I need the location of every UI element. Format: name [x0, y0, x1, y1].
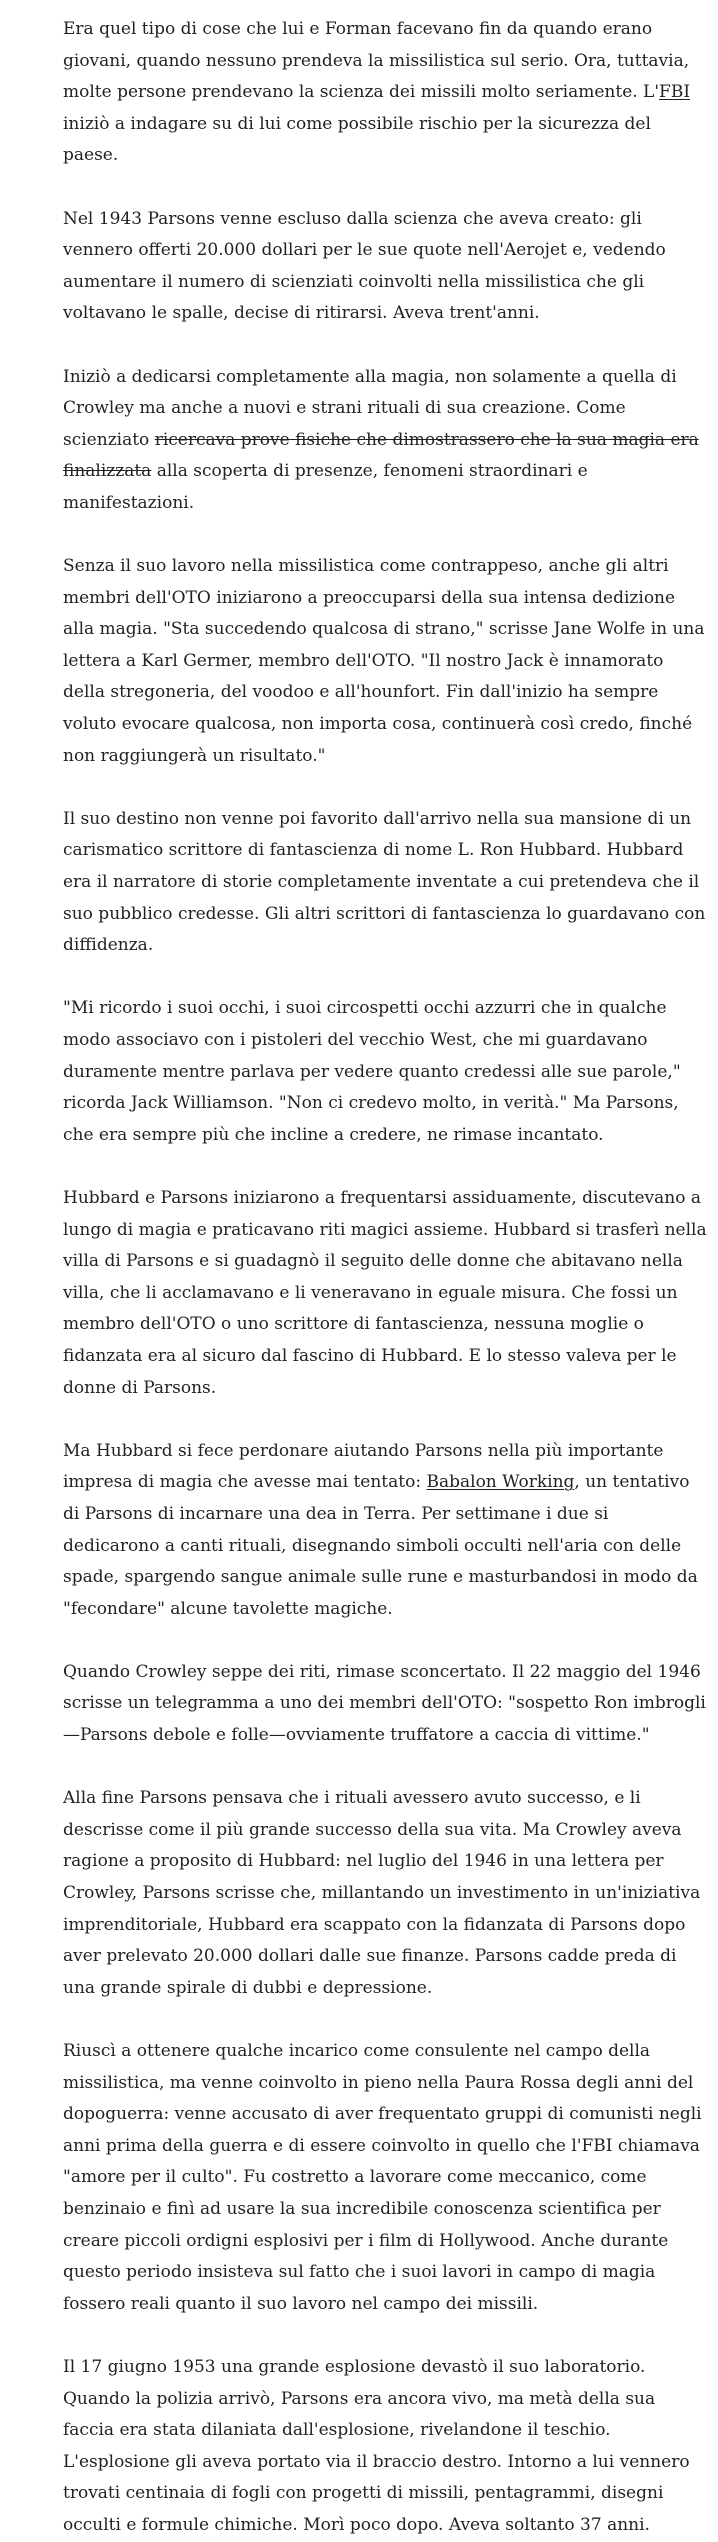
- paragraph-text: alla scoperta di presenze, fenomeni straordinari e manifestazioni.: [63, 461, 588, 513]
- paragraph-text: Ma Hubbard si fece perdonare aiutando Parsons nella più importante impresa di magia che avesse mai tentato:: [63, 1440, 664, 1493]
- paragraph-text: , un tentativo di Parsons di incarnare una dea in Terra. Per settimane i due si dedicarono a canti rituali, disegnando simboli occulti nell'aria con delle spade, spargendo sangue animale sulle rune e masturbandosi in modo da "fecondare" alcune tavolette magiche.: [63, 1472, 698, 1619]
- paragraph-magic-devotion: [63, 362, 708, 520]
- paragraph-text: iniziò a indagare su di lui come possibile rischio per la sicurezza del paese.: [63, 113, 651, 166]
- struck-text: ricercava prove fisiche che dimostrassero che la sua magia era finalizzata: [63, 429, 699, 482]
- paragraph-hubbard-betrayal: Alla fine Parsons pensava che i rituali avessero avuto successo, e li descrisse come il più grande successo della sua vita. Ma Crowley aveva ragione a proposito di Hubbard: nel luglio del 1946 in una lettera per Crowley, Parsons scrisse che, millantando un investimento in un'iniziativa imprenditoriale, Hubbard era scappato con la fidanzata di Parsons dopo aver prelevato 20.000 dollari dalle sue finanze. Parsons cadde preda di una grande spirale di dubbi e depressione.: [63, 1788, 701, 1998]
- paragraph-excluded-1943: Nel 1943 Parsons venne escluso dalla scienza che aveva creato: gli vennero offerti 20.000 dollari per le sue quote nell'Aerojet e, vedendo aumentare il numero di scienziati coinvolti nella missilistica che gli voltavano le spalle, decise di ritirarsi. Aveva trent'anni.: [63, 208, 666, 324]
- paragraph-oto-concern: Senza il suo lavoro nella missilistica come contrappeso, anche gli altri membri dell'OTO iniziarono a preoccuparsi della sua intensa dedizione alla magia. "Sta succedendo qualcosa di strano," scrisse Jane Wolfe in una lettera a Karl Germer, membro dell'OTO. "Il nostro Jack è innamorato della stregoneria, del voodoo e all'hounfort. Fin dall'inizio ha sempre voluto evocare qualcosa, non importa cosa, continuerà così credo, finché non raggiungerà un risultato.": [63, 556, 705, 766]
- paragraph-red-scare: Riuscì a ottenere qualche incarico come consulente nel campo della missilistica, ma venne coinvolto in pieno nella Paura Rossa degli anni del dopoguerra: venne accusato di aver frequentato gruppi di comunisti negli anni prima della guerra e di essere coinvolto in quello che l'FBI chiamava "amore per il culto". Fu costretto a lavorare come meccanico, come benzinaio e finì ad usare la sua incredibile conoscenza scientifica per creare piccoli ordigni esplosivi per i film di Hollywood. Anche durante questo periodo insisteva sul fatto che i suoi lavori in campo di magia fossero reali quanto il suo lavoro nel campo dei missili.: [63, 2041, 702, 2314]
- paragraph-crowley-telegram: Quando Crowley seppe dei riti, rimase sconcertato. Il 22 maggio del 1946 scrisse un telegramma a uno dei membri dell'OTO: "sospetto Ron imbrogli—Parsons debole e folle—ovviamente truffatore a caccia di vittime.": [63, 1661, 706, 1746]
- fbi-link[interactable]: FBI: [659, 82, 691, 103]
- article-body: [63, 14, 708, 2542]
- paragraph-explosion: Il 17 giugno 1953 una grande esplosione devastò il suo laboratorio. Quando la polizia arrivò, Parsons era ancora vivo, ma metà della sua faccia era stata dilaniata dall'esplosione, rivelandone il teschio. L'esplosione gli aveva portato via il braccio destro. Intorno a lui vennero trovati centinaia di fogli con progetti di missili, pentagrammi, disegni occulti e formule chimiche. Morì poco dopo. Aveva soltanto 37 anni.: [63, 2356, 690, 2535]
- babalon-working-link[interactable]: Babalon Working: [426, 1472, 575, 1493]
- paragraph-williamson-quote: "Mi ricordo i suoi occhi, i suoi circospetti occhi azzurri che in qualche modo associavo con i pistoleri del vecchio West, che mi guardavano duramente mentre parlava per vedere quanto credessi alle sue parole," ricorda Jack Williamson. "Non ci credevo molto, in verità." Ma Parsons, che era sempre più che incline a credere, ne rimase incantato.: [63, 998, 681, 1145]
- paragraph-hubbard-arrival: Il suo destino non venne poi favorito dall'arrivo nella sua mansione di un carismatico scrittore di fantascienza di nome L. Ron Hubbard. Hubbard era il narratore di storie completamente inventate a cui pretendeva che il suo pubblico credesse. Gli altri scrittori di fantascienza lo guardavano con diffidenza.: [63, 808, 706, 956]
- paragraph-fbi-investigation: [63, 14, 708, 172]
- paragraph-babalon-working: [63, 1436, 708, 1626]
- paragraph-hubbard-parsons: Hubbard e Parsons iniziarono a frequentarsi assiduamente, discutevano a lungo di magia e praticavano riti magici assieme. Hubbard si trasferì nella villa di Parsons e si guadagnò il seguito delle donne che abitavano nella villa, che li acclamavano e li veneravano in eguale misura. Che fossi un membro dell'OTO o uno scrittore di fantascienza, nessuna moglie o fidanzata era al sicuro dal fascino di Hubbard. E lo stesso valeva per le donne di Parsons.: [63, 1187, 707, 1398]
- paragraph-text: Iniziò a dedicarsi completamente alla magia, non solamente a quella di Crowley ma anche a nuovi e strani rituali di sua creazione. Come scienziato: [63, 366, 677, 450]
- paragraph-text: Era quel tipo di cose che lui e Forman facevano fin da quando erano giovani, quando nessuno prendeva la missilistica sul serio. Ora, tuttavia, molte persone prendevano la scienza dei missili molto seriamente. L': [63, 19, 690, 103]
